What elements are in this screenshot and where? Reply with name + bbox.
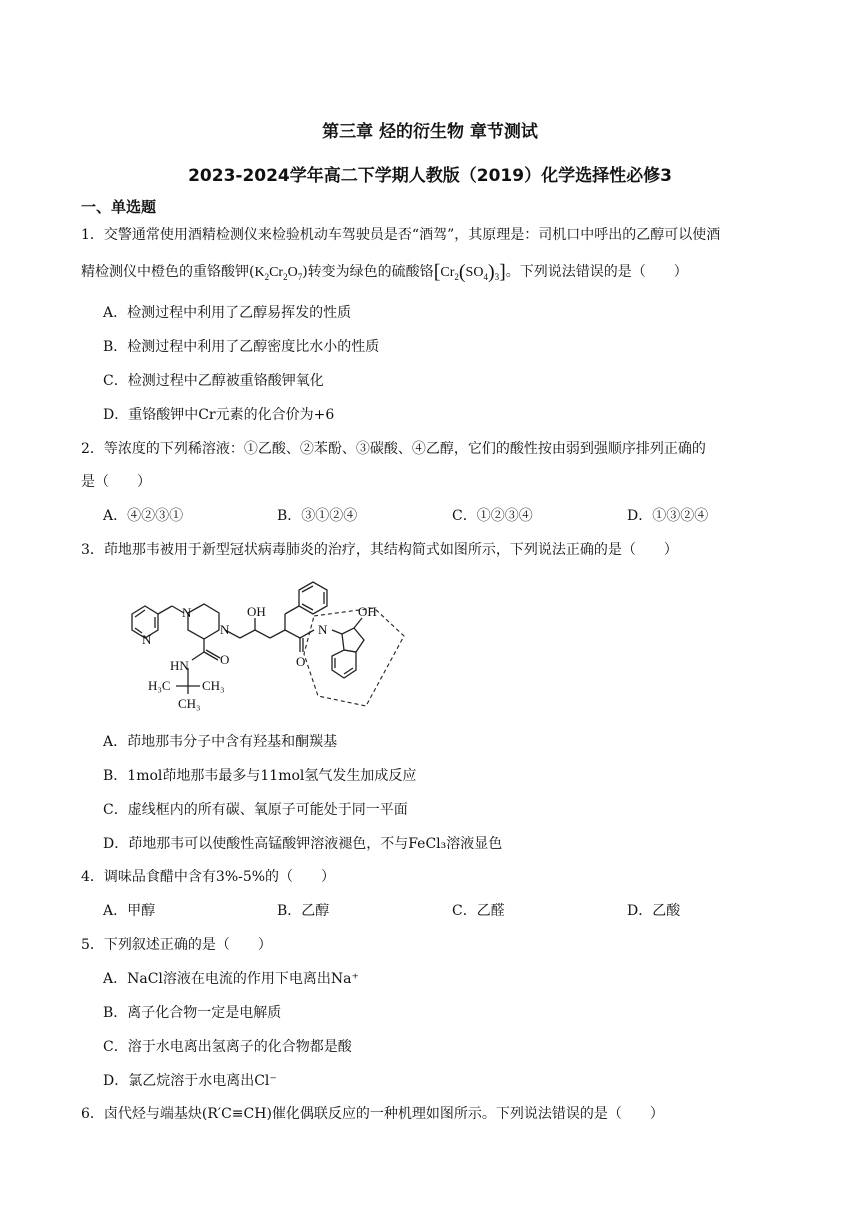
question-4-line-1: 4．调味品食醋中含有3%-5%的（ ） <box>81 869 336 885</box>
question-2-option-d: D．①③②④ <box>627 508 709 524</box>
question-2-option-c: C．①②③④ <box>452 508 533 524</box>
document-subtitle: 2023-2024学年高二下学期人教版（2019）化学选择性必修3 <box>188 166 672 186</box>
structure-label-oh-chain: OH <box>247 604 266 619</box>
question-4-options <box>103 901 783 921</box>
question-3-option-b: B．1mol茚地那韦最多与11mol氢气发生加成反应 <box>103 768 417 784</box>
question-2-line-1: 2．等浓度的下列稀溶液：①乙酸、②苯酚、③碳酸、④乙醇，它们的酸性按由弱到强顺序排列正确的 <box>81 441 706 457</box>
structure-label-h3c: H₃C <box>148 678 171 693</box>
question-3-option-d: D．茚地那韦可以使酸性高锰酸钾溶液褪色，不与FeCl₃溶液显色 <box>103 836 503 852</box>
question-1-text-a: 精检测仪中橙色的重铬酸钾( <box>81 264 255 280</box>
formula-k2cr2o7: $K_2Cr_2O_7$ <box>254 265 303 282</box>
structure-label-ch3-bottom: CH₃ <box>178 696 201 711</box>
question-5-option-c: C．溶于水电离出氢离子的化合物都是酸 <box>103 1039 352 1055</box>
question-2-option-a: A．④②③① <box>103 508 184 524</box>
question-1-text-c: 。下列说法错误的是（ ） <box>505 264 688 280</box>
question-3-option-a: A．茚地那韦分子中含有羟基和酮羰基 <box>103 734 338 750</box>
question-1-option-b: B．检测过程中利用了乙醇密度比水小的性质 <box>103 339 380 355</box>
question-4-option-c: C．乙醛 <box>452 903 505 919</box>
question-5-line-1: 5．下列叙述正确的是（ ） <box>81 937 272 953</box>
question-5-option-b: B．离子化合物一定是电解质 <box>103 1005 282 1021</box>
question-1-line-1: 1．交警通常使用酒精检测仪来检验机动车驾驶员是否“酒驾”，其原理是：司机口中呼出的乙醇可以使酒 <box>81 227 721 243</box>
question-5-option-d: D．氯乙烷溶于水电离出Cl⁻ <box>103 1073 277 1089</box>
section-heading: 一、单选题 <box>81 198 157 216</box>
structure-label-o-amide-2: O <box>296 654 306 669</box>
document-title: 第三章 烃的衍生物 章节测试 <box>322 122 538 142</box>
question-6-line-1: 6．卤代烃与端基炔(R′C≡CH)催化偶联反应的一种机理如图所示。下列说法错误的是（ ） <box>81 1106 664 1122</box>
structure-label-n-piperazine-2: N <box>220 622 230 637</box>
question-2-line-2: 是（ ） <box>81 474 151 490</box>
question-2-options <box>103 506 783 526</box>
question-4-option-b: B．乙醇 <box>277 903 330 919</box>
structure-label-n-piperazine-1: N <box>182 605 192 620</box>
question-1-text-b: )转变为绿色的硫酸铬 <box>302 264 434 280</box>
benzene-ring-top <box>299 582 327 614</box>
question-4-option-d: D．乙酸 <box>627 903 681 919</box>
piperazine-ring <box>188 604 219 639</box>
cyclopentane-ring <box>342 628 364 652</box>
question-4-option-a: A．甲醇 <box>103 903 156 919</box>
question-1-line-2 <box>81 262 688 287</box>
indinavir-structure-diagram <box>118 578 418 712</box>
structure-label-n-amide: N <box>318 622 328 637</box>
structure-label-o-amide-1: O <box>220 652 230 667</box>
question-3-option-c: C．虚线框内的所有碳、氧原子可能处于同一平面 <box>103 802 408 818</box>
question-2-option-b: B．③①②④ <box>277 508 358 524</box>
structure-label-n-pyridine: N <box>142 632 152 647</box>
question-1-option-c: C．检测过程中乙醇被重铬酸钾氧化 <box>103 373 324 389</box>
question-1-option-a: A．检测过程中利用了乙醇易挥发的性质 <box>103 305 352 321</box>
structure-label-ch3-right: CH₃ <box>202 678 225 693</box>
question-1-option-d: D．重铬酸钾中Cr元素的化合价为+6 <box>103 407 335 423</box>
formula-cr2so43: $[Cr_2(SO_4)_3]$ <box>433 261 506 283</box>
question-5-option-a: A．NaCl溶液在电流的作用下电离出Na⁺ <box>103 971 359 987</box>
structure-label-hn: HN <box>170 658 189 673</box>
structure-label-oh-indane: OH <box>358 604 377 619</box>
question-3-line-1: 3．茚地那韦被用于新型冠状病毒肺炎的治疗，其结构简式如图所示，下列说法正确的是（ ） <box>81 542 678 558</box>
